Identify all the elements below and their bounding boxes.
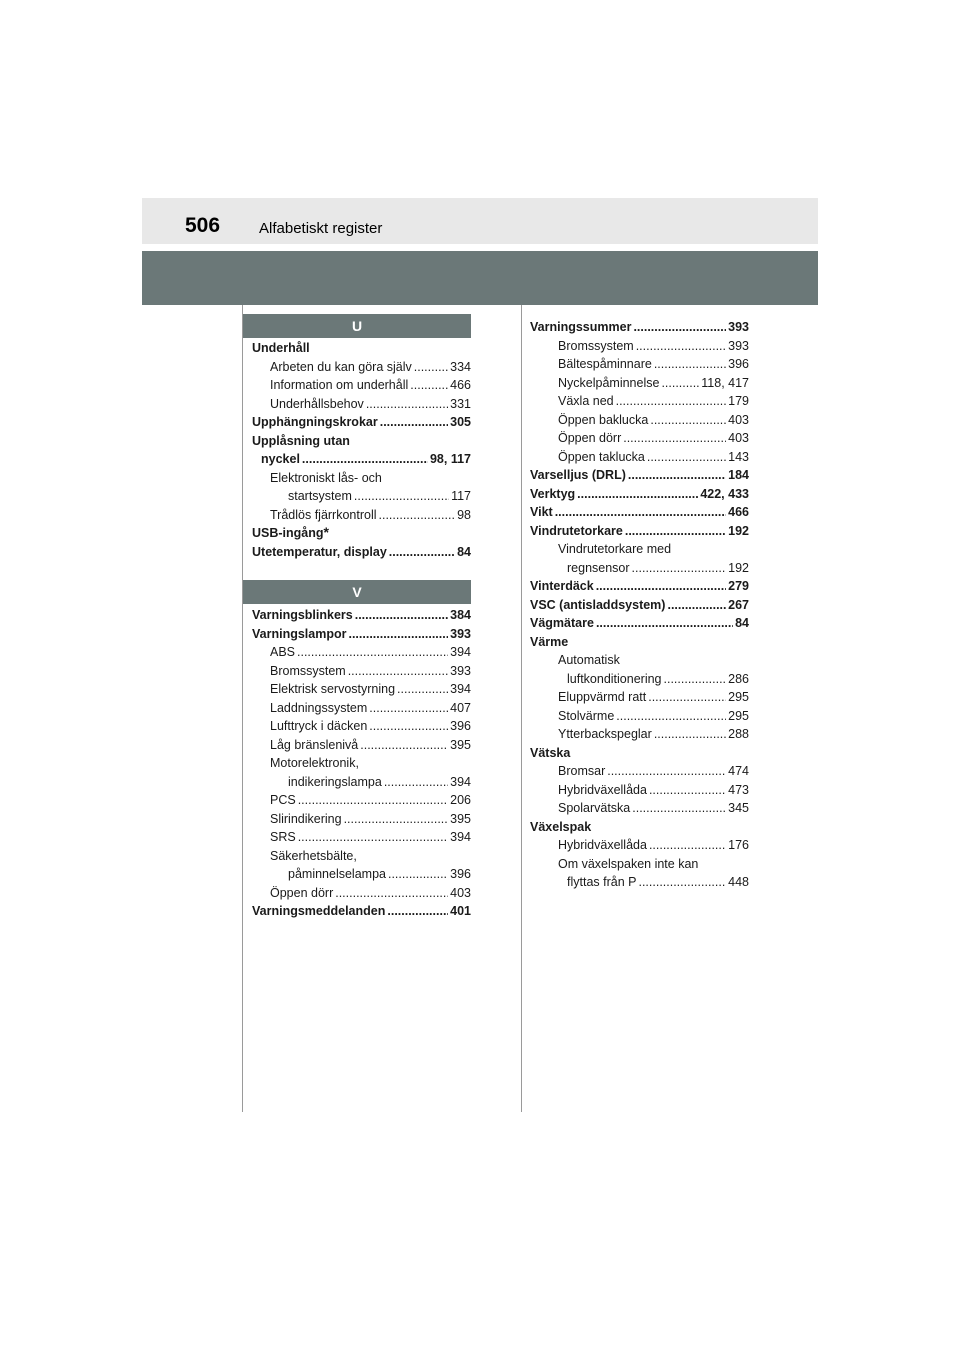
entry-label: Om växelspaken inte kan [558,856,699,871]
entry-page: 84 [457,544,471,559]
entry-page: 288 [728,727,749,741]
dot-leader [596,614,733,633]
dot-leader [298,791,448,810]
dot-leader [616,707,726,726]
index-entry [252,643,471,662]
index-entry [252,754,471,773]
entry-label: Underhåll [252,341,310,355]
entry-label: Slirindikering [270,811,342,826]
entry-label: Varningsmeddelanden [252,904,386,918]
dot-leader [654,725,726,744]
index-entry [252,717,471,736]
index-entry [252,828,471,847]
entry-page: 206 [450,793,471,807]
dot-leader [628,466,726,485]
dot-leader [298,828,448,847]
entry-page: 395 [450,811,471,826]
middle-column-rule [521,305,522,1112]
index-entry [252,450,471,469]
entry-label: Varselljus (DRL) [530,468,626,482]
entry-page: 394 [450,774,471,789]
index-entry [530,688,749,707]
page-header-band [142,198,818,244]
index-entry [252,662,471,681]
index-entry: USB-ingång * [252,524,471,543]
page-number: 506 [185,214,221,237]
dot-leader [649,781,726,800]
index-list-v-continued [530,318,749,892]
entry-label: Öppen baklucka [558,412,649,427]
index-entry [530,522,749,541]
dot-leader [647,448,726,467]
dot-leader [414,358,448,377]
index-entry [530,707,749,726]
entry-label: nyckel [261,452,300,466]
index-entry [252,773,471,792]
entry-label: Vinterdäck [530,579,594,593]
entry-page: 84 [735,616,749,630]
entry-page: 394 [450,682,471,696]
index-entry [530,559,749,578]
dot-leader [388,865,448,884]
dot-leader [302,450,428,469]
entry-page: 143 [728,449,749,464]
entry-label: Vikt [530,505,553,519]
dot-leader [384,773,448,792]
entry-label: Bältespåminnare [558,357,652,371]
entry-label: Bromssystem [270,663,346,678]
index-entry [530,670,749,689]
index-entry [530,448,749,467]
entry-page: 345 [728,801,749,815]
entry-page: 422, 433 [700,486,749,501]
entry-page: 393 [450,663,471,678]
header-dark-band [142,251,818,305]
entry-page: 396 [450,867,471,881]
entry-label: Utetemperatur, display [252,544,387,559]
entry-page: 176 [728,838,749,852]
entry-label: Laddningssystem [270,700,368,715]
entry-label: Nyckelpåminnelse [558,375,660,390]
index-entry [252,395,471,414]
entry-label: Vätska [530,745,571,760]
entry-page: 401 [450,904,471,918]
entry-page: 184 [728,468,749,482]
dot-leader [410,376,448,395]
dot-leader [348,662,448,681]
entry-label: regnsensor [567,560,630,575]
entry-label: ABS [270,645,296,659]
entry-label: Automatisk [558,653,620,667]
entry-label: USB-ingång [252,526,324,540]
entry-page: 393 [450,626,471,641]
dot-leader [379,506,456,525]
index-entry [252,847,471,866]
entry-label: Spolarvätska [558,801,631,815]
index-entry [530,318,749,337]
entry-page: 393 [728,338,749,353]
index-entry [530,411,749,430]
entry-label: SRS [270,830,296,844]
entry-page: 279 [728,579,749,593]
index-entry [530,614,749,633]
dot-leader [632,799,726,818]
index-entry [530,633,749,652]
entry-page: 331 [450,396,471,411]
entry-label: Underhållsbehov [270,396,364,411]
entry-label: Växelspak [530,819,592,834]
index-entry [530,374,749,393]
dot-leader [387,902,448,921]
dot-leader [633,318,726,337]
index-entry [530,540,749,559]
entry-page: 117 [451,489,471,503]
entry-label: Ytterbackspeglar [558,727,652,741]
entry-page: 98, 117 [429,452,471,466]
dot-leader [577,485,698,504]
dot-leader [348,625,448,644]
entry-page: 394 [450,645,471,659]
entry-label: Växla ned [558,394,614,408]
dot-leader [366,395,448,414]
entry-page: 403 [450,885,471,900]
entry-label: startsystem [288,489,352,503]
entry-label: påminnelselampa [288,867,386,881]
entry-label: PCS [270,793,296,807]
dot-leader [650,411,726,430]
entry-page: 118, 417 [701,375,749,390]
entry-page: 396 [450,719,471,733]
entry-page: 395 [450,737,471,752]
entry-label: luftkonditionering [567,671,662,686]
section-header-v: V [243,580,471,604]
entry-page: 393 [728,320,749,334]
entry-page: 384 [450,608,471,622]
dot-leader [369,699,448,718]
dot-leader [623,429,726,448]
entry-label: Motorelektronik, [270,756,359,770]
index-entry [252,358,471,377]
index-entry [530,466,749,485]
entry-label: flyttas från P [567,875,637,889]
dot-leader [380,413,448,432]
entry-page: 403 [728,412,749,427]
entry-label: Verktyg [530,486,576,501]
dot-leader [297,643,448,662]
index-entry [530,503,749,522]
dot-leader [607,762,726,781]
dot-leader [389,543,455,562]
entry-page: 466 [450,378,471,392]
dot-leader [616,392,727,411]
index-entry [530,485,749,504]
index-list-v [252,606,471,921]
index-entry [252,791,471,810]
entry-label: Bromssystem [558,338,634,353]
dot-leader [625,522,726,541]
index-entry [252,543,471,562]
entry-label: Hybridväxellåda [558,782,647,797]
entry-label: Varningslampor [252,626,347,641]
entry-label: Bromsar [558,764,606,778]
entry-label: Varningssummer [530,320,632,334]
entry-label: Arbeten du kan göra själv [270,359,412,374]
index-entry [530,818,749,837]
entry-label: Upphängningskrokar [252,415,378,429]
dot-leader [596,577,726,596]
index-entry [252,902,471,921]
dot-leader [360,736,448,755]
index-entry [530,596,749,615]
entry-label: Upplåsning utan [252,433,350,448]
index-entry [252,432,471,451]
entry-page: 295 [728,690,749,704]
dot-leader [648,688,726,707]
index-entry [530,577,749,596]
entry-label: Vindrutetorkare med [558,542,672,556]
entry-label: Elektrisk servostyrning [270,682,396,696]
entry-label: Lufttryck i däcken [270,719,368,733]
index-entry [530,744,749,763]
dot-leader [664,670,727,689]
dot-leader [654,355,726,374]
index-entry [530,651,749,670]
entry-page: 334 [450,359,471,374]
entry-label: Eluppvärmd ratt [558,690,647,704]
left-column-rule [242,305,243,1112]
section-header-u: U [243,314,471,338]
dot-leader [661,374,699,393]
index-entry [252,810,471,829]
entry-label: Stolvärme [558,708,615,723]
entry-label: Vägmätare [530,616,594,630]
index-entry [530,855,749,874]
index-entry [252,736,471,755]
index-entry [252,699,471,718]
dot-leader [632,559,727,578]
dot-leader [397,680,448,699]
entry-page: 98 [457,507,471,522]
index-entry [252,625,471,644]
dot-leader [369,717,448,736]
dot-leader [636,337,726,356]
entry-page: 407 [450,700,471,715]
entry-page: 396 [728,357,749,371]
entry-label: Öppen taklucka [558,449,645,464]
index-entry [530,337,749,356]
index-entry [252,506,471,525]
entry-page: 473 [728,782,749,797]
dot-leader [354,487,449,506]
entry-label: Värme [530,634,569,649]
index-list-u [252,339,471,561]
entry-page: 192 [728,523,749,538]
entry-label: Information om underhåll [270,378,409,392]
index-entry [530,873,749,892]
entry-page: 305 [450,415,471,429]
index-entry [252,884,471,903]
index-entry [252,339,471,358]
index-entry [252,413,471,432]
dot-leader [638,873,726,892]
entry-label: Elektroniskt lås- och [270,470,382,485]
entry-label: Trådlös fjärrkontroll [270,507,377,522]
entry-label: Öppen dörr [270,885,334,900]
entry-page: 286 [728,671,749,686]
entry-label: Vindrutetorkare [530,523,623,538]
entry-page: 179 [728,394,749,408]
entry-label: Öppen dörr [558,431,622,445]
dot-leader [335,884,448,903]
entry-label: Låg bränslenivå [270,737,359,752]
dot-leader [344,810,449,829]
entry-page: 267 [728,597,749,612]
dot-leader [667,596,726,615]
index-entry [530,392,749,411]
entry-page: 474 [728,764,749,778]
index-entry [530,355,749,374]
page-header-title: Alfabetiskt register [259,220,383,237]
index-entry [530,725,749,744]
index-entry [252,606,471,625]
index-entry [530,429,749,448]
index-entry [252,376,471,395]
index-entry [252,865,471,884]
entry-page: 448 [728,875,749,889]
entry-label: Säkerhetsbälte, [270,848,357,863]
index-entry [252,680,471,699]
dot-leader [355,606,448,625]
index-entry [530,781,749,800]
entry-label: Hybridväxellåda [558,838,647,852]
index-entry [530,762,749,781]
index-entry [252,469,471,488]
entry-label: Varningsblinkers [252,608,353,622]
entry-page: 403 [728,431,749,445]
entry-page: 192 [728,560,749,575]
entry-page: 295 [728,708,749,723]
index-entry [252,487,471,506]
dot-leader [555,503,726,522]
index-entry [530,836,749,855]
dot-leader [649,836,726,855]
index-entry [530,799,749,818]
entry-label: VSC (antisladdsystem) [530,597,666,612]
entry-page: 466 [728,505,749,519]
entry-label: indikeringslampa [288,774,382,789]
entry-page: 394 [450,830,471,844]
